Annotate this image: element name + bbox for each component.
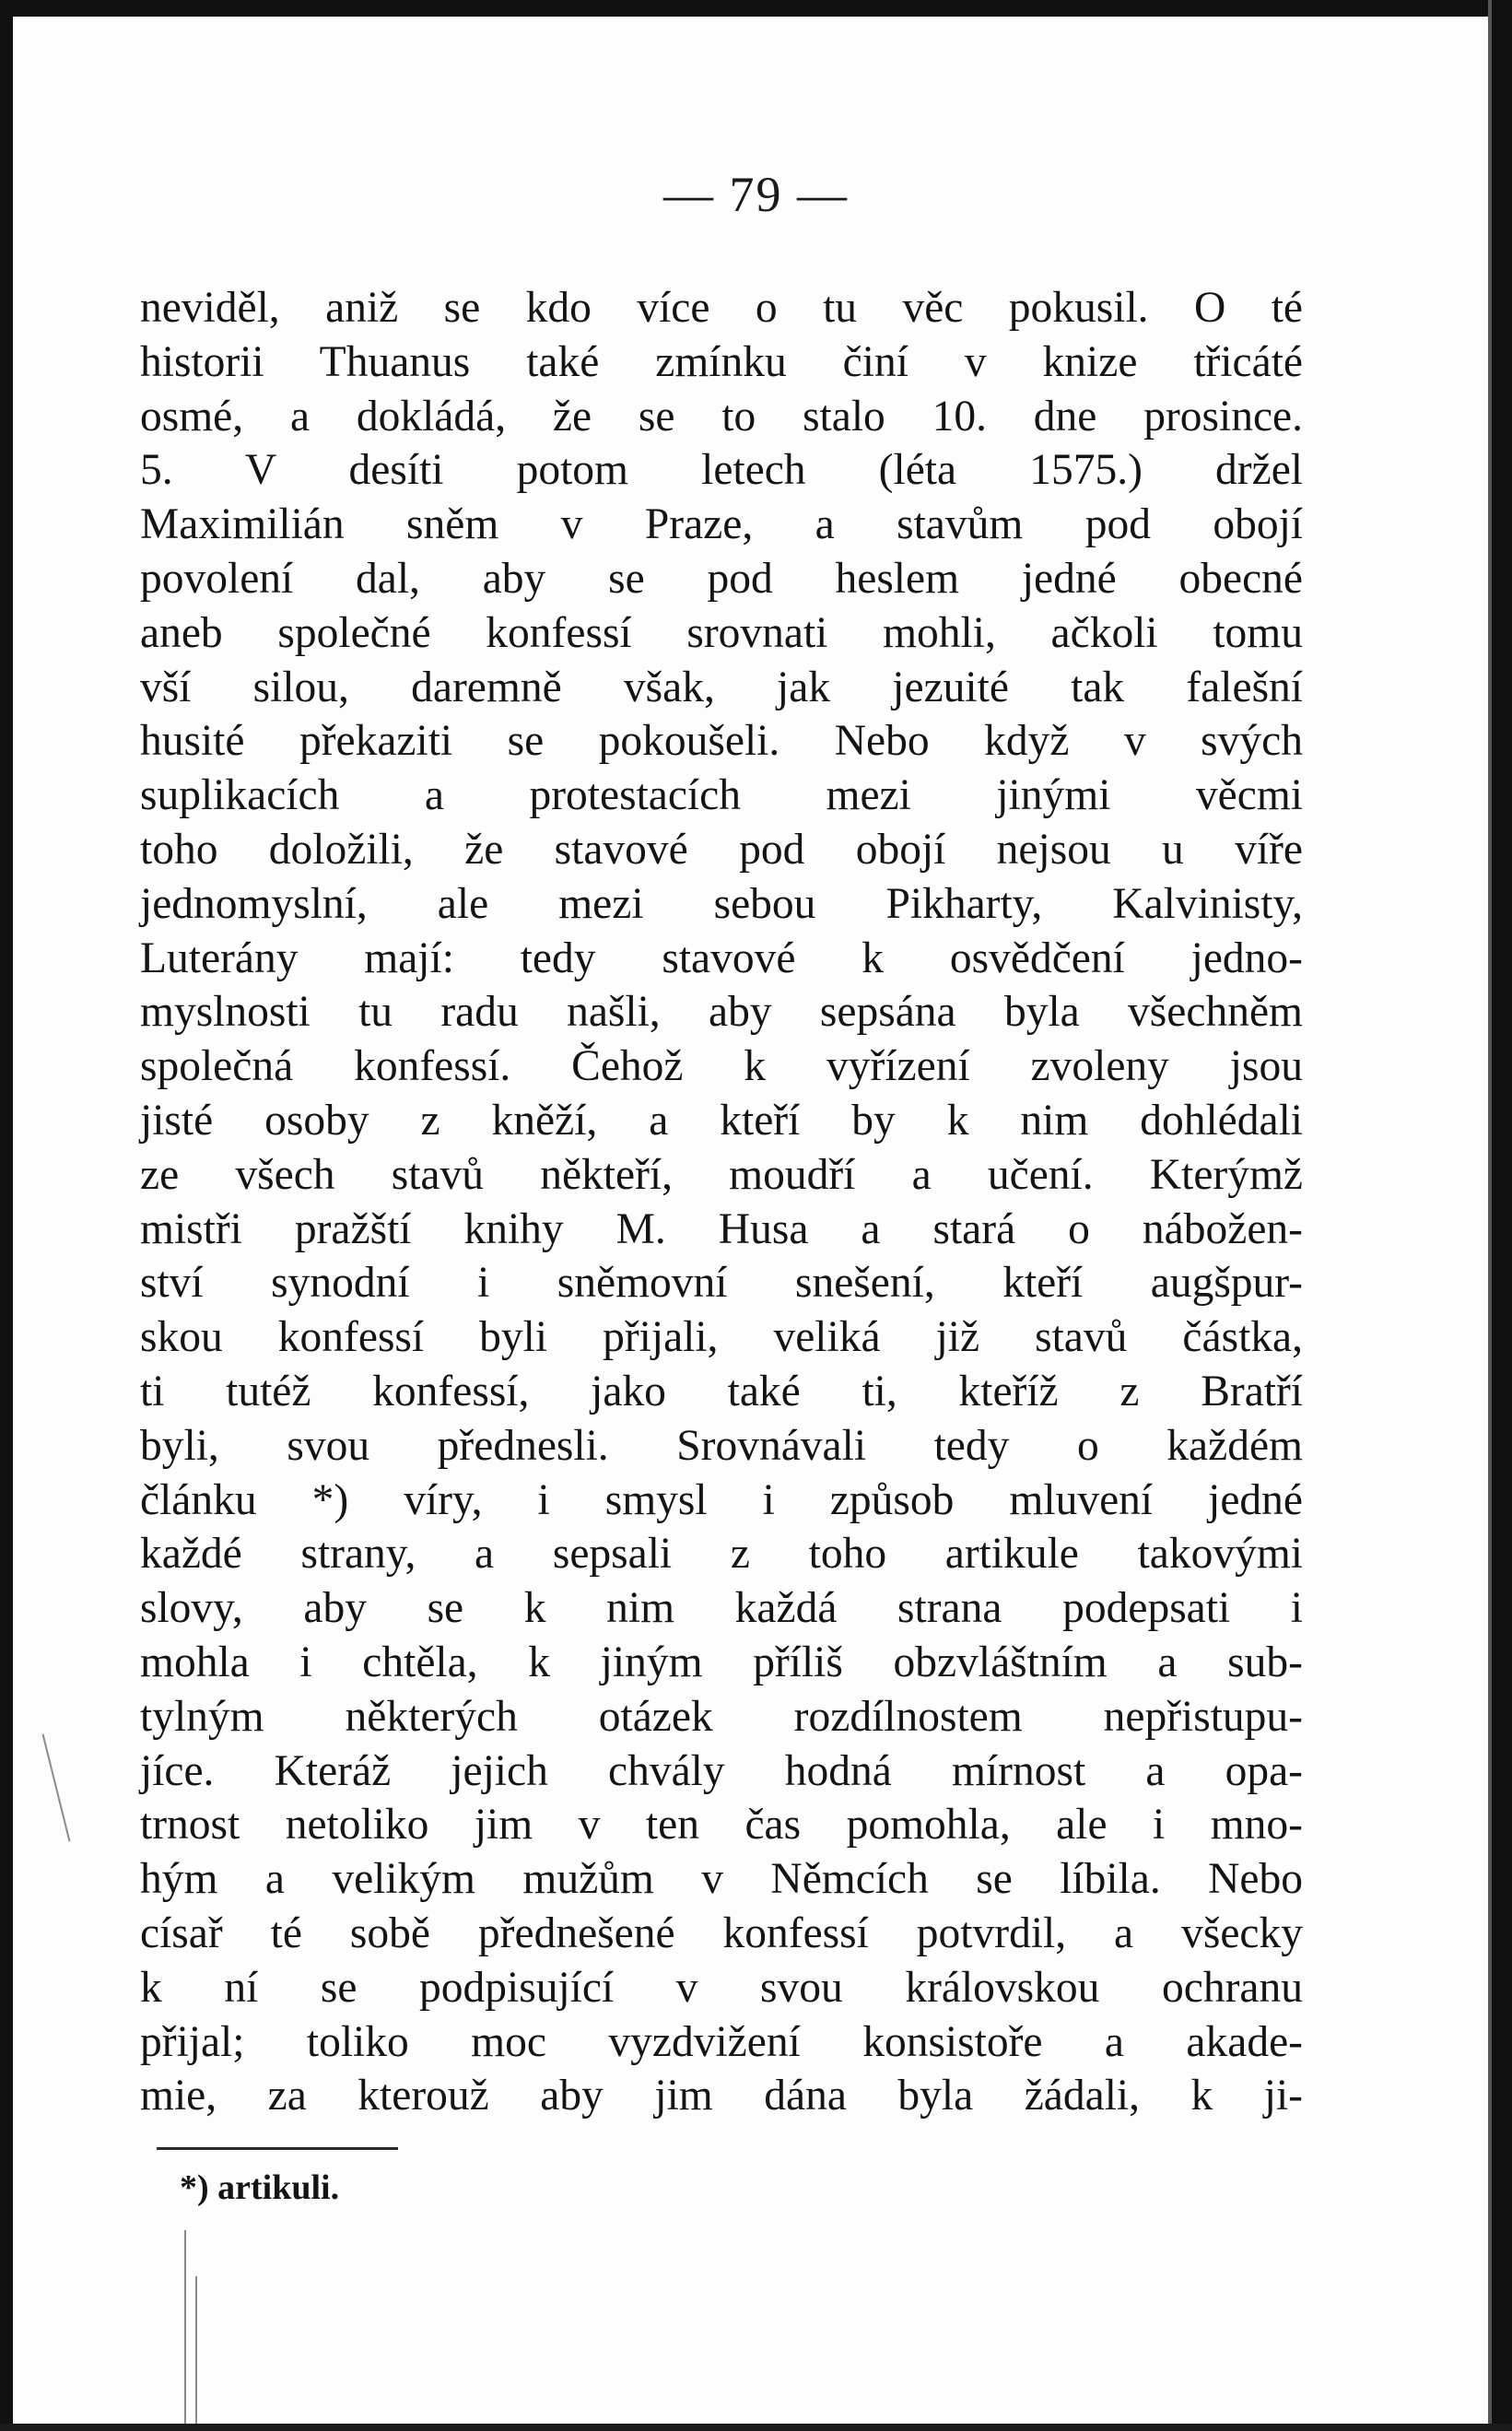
body-text [140,281,1303,2123]
text-line: toho doložili, že stavové pod obojí nejsou u víře [140,825,1303,874]
text-line: společná konfessí. Čehož k vyřízení zvoleny jsou [140,1042,1303,1091]
text-line: přijal; toliko moc vyzdvižení konsistoře a akade- [140,2017,1303,2066]
text-line: myslnosti tu radu našli, aby sepsána byla všechněm [140,988,1303,1037]
text-line: historii Thuanus také zmínku činí v knize třicáté [140,337,1303,386]
text-line: slovy, aby se k nim každá strana podepsati i [140,1584,1303,1633]
text-line: jíce. Kteráž jejich chvály hodná mírnost a opa- [140,1746,1303,1795]
text-line: mistři pražští knihy M. Husa a stará o nábožen- [140,1204,1303,1253]
scan-border-top [0,0,1512,17]
scan-scratch [42,1734,71,1842]
text-line: 5. V desíti potom letech (léta 1575.) držel [140,446,1303,495]
text-line: hým a velikým mužům v Němcích se líbila. Nebo [140,1855,1303,1904]
scan-border-left [0,0,13,2431]
scan-border-right [1492,0,1512,2431]
text-line: ti tutéž konfessí, jako také ti, kteříž z Bratří [140,1367,1303,1415]
text-line: suplikacích a protestacích mezi jinými věcmi [140,771,1303,820]
page-number: — 79 — [663,167,849,222]
text-line: mie, za kterouž aby jim dána byla žádali, k ji- [140,2072,1303,2120]
text-line: jednomyslní, ale mezi sebou Pikharty, Kalvinisty, [140,879,1303,928]
text-line: husité překaziti se pokoušeli. Nebo když v svých [140,717,1303,766]
text-line: jisté osoby z kněží, a kteří by k nim dohlédali [140,1096,1303,1145]
text-line: článku *) víry, i smysl i způsob mluvení jedné [140,1475,1303,1524]
text-line: aneb společné konfessí srovnati mohli, ačkoli tomu [140,608,1303,657]
text-line: císař té sobě přednešené konfessí potvrdil, a všecky [140,1908,1303,1957]
footnote-divider [157,2147,398,2150]
text-line: Maximilián sněm v Praze, a stavům pod obojí [140,500,1303,549]
text-line: mohla i chtěla, k jiným příliš obzvláštním a sub- [140,1638,1303,1686]
footnote: *) artikuli. [180,2168,340,2207]
text-line: tylným některých otázek rozdílnostem nepřistupu- [140,1692,1303,1741]
text-line: ze všech stavů někteří, moudří a učení. Kterýmž [140,1150,1303,1199]
scan-scratch [195,2276,197,2424]
text-line: k ní se podpisující v svou královskou ochranu [140,1963,1303,2012]
text-line: trnost netoliko jim v ten čas pomohla, ale i mno- [140,1801,1303,1850]
text-line: neviděl, aniž se kdo více o tu věc pokusil. O té [140,284,1303,332]
text-line: vší silou, daremně však, jak jezuité tak falešní [140,663,1303,711]
text-line: Luterány mají: tedy stavové k osvědčení jedno- [140,934,1303,982]
text-line: osmé, a dokládá, že se to stalo 10. dne prosince. [140,392,1303,440]
text-line: povolení dal, aby se pod heslem jedné obecné [140,554,1303,603]
text-line: každé strany, a sepsali z toho artikule takovými [140,1530,1303,1579]
text-line: ství synodní i sněmovní snešení, kteří augšpur- [140,1259,1303,1308]
text-line: skou konfessí byli přijali, veliká již stavů částka, [140,1313,1303,1362]
scan-scratch [184,2230,186,2424]
text-line: byli, svou přednesli. Srovnávali tedy o každém [140,1421,1303,1470]
scan-border-bottom [0,2424,1512,2431]
